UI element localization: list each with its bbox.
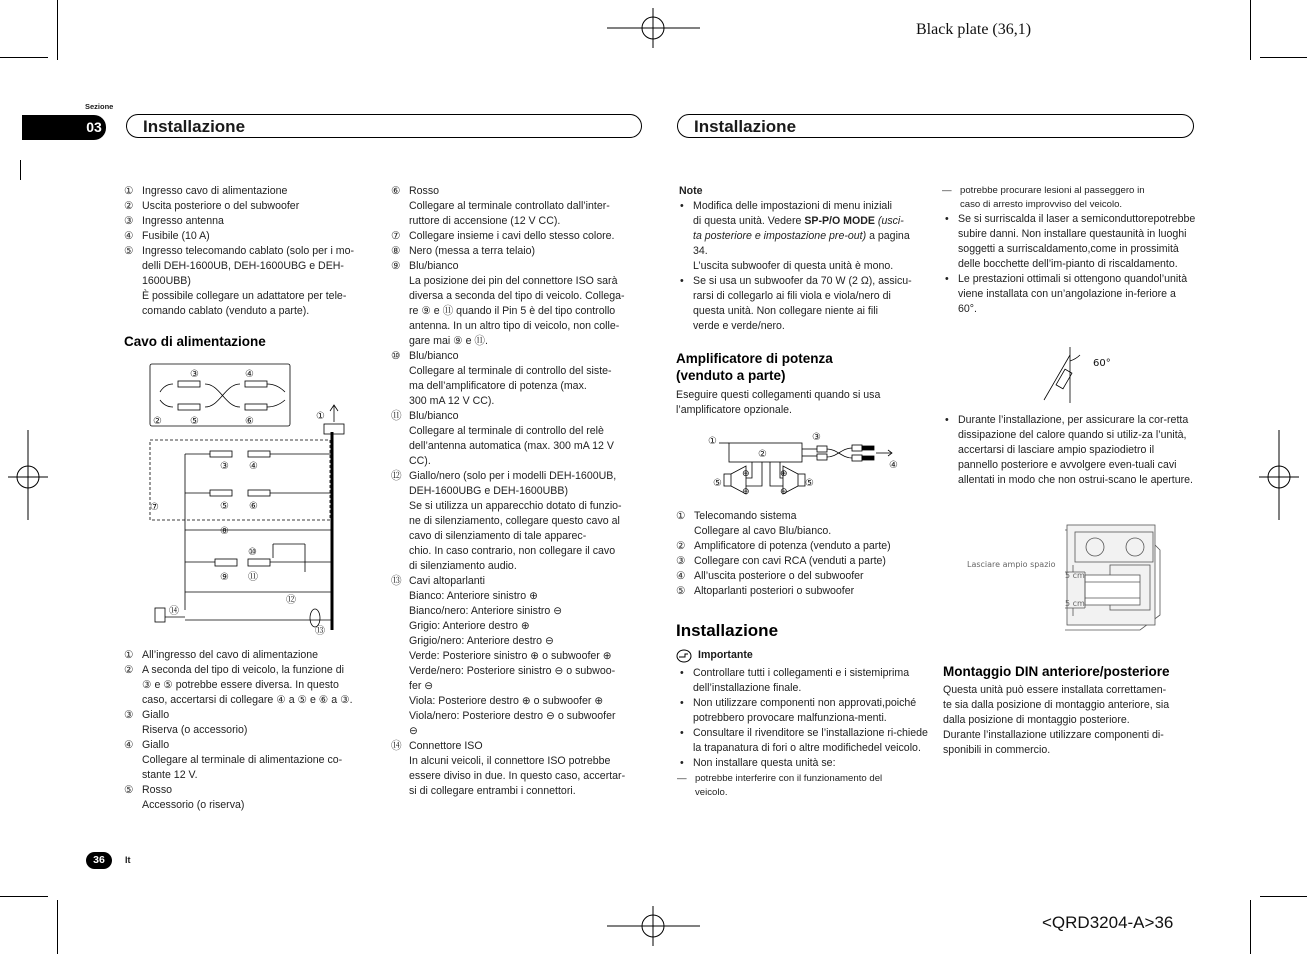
bullet-line: Non utilizzare componenti non approvati,: [693, 697, 885, 709]
rca-connector-icon: [160, 381, 200, 392]
unit-icon: [1056, 369, 1072, 389]
callout: ⑤: [220, 501, 229, 512]
heading-installation: Installazione: [676, 621, 779, 640]
numbered-item: [124, 184, 379, 199]
bullet-item: [677, 726, 929, 756]
bullet-line: Le prestazioni ottimali si ottengono quando: [958, 273, 1160, 285]
minus-icon: ⊖: [780, 487, 788, 497]
bullet-line: Se si surriscalda il laser a semiconduttore: [958, 213, 1154, 225]
item-number: ④: [676, 570, 686, 582]
item-line: dell’antenna automatica (max. 300 mA 12 V: [409, 440, 614, 452]
text-line: dalla posizione di montaggio posteriore.: [943, 714, 1130, 726]
callout: ⑩: [248, 547, 257, 558]
column-3: [677, 184, 927, 334]
item-line: Giallo: [142, 709, 170, 721]
numbered-item: [124, 708, 379, 738]
minus-icon: ⊖: [742, 487, 750, 497]
callout: ④: [889, 460, 898, 471]
section-number: 03: [86, 119, 102, 135]
item-line: In alcuni veicoli, il connettore ISO potrebbe: [409, 755, 611, 767]
callout: ④: [249, 461, 258, 472]
callout: ⑬: [315, 626, 325, 637]
item-number: ⑩: [391, 350, 401, 362]
item-line: Accessorio (o riserva): [142, 799, 245, 811]
item-number: ⑪: [391, 410, 402, 422]
item-line: 300 mA 12 V CC).: [409, 395, 495, 407]
numbered-item: [391, 229, 649, 244]
item-number: ⑧: [391, 245, 401, 257]
item-line: A seconda del tipo di veicolo, la funzione di: [142, 664, 345, 676]
item-line: chio. In caso contrario, non collegare il cavo: [409, 545, 616, 557]
item-line: Viola: Posteriore destro ⊕ o subwoofer ⊕: [409, 695, 604, 707]
item-line: fer ⊖: [409, 680, 434, 692]
bullet-item: [942, 413, 1197, 488]
item-line: Giallo: [142, 739, 170, 751]
important-hand-icon: [676, 649, 692, 663]
cm-label-bottom: 5 cm: [1065, 599, 1085, 608]
item-number: ④: [124, 739, 134, 751]
column-4: [942, 184, 1197, 317]
item-line: Viola/nero: Posteriore destro ⊖ o subwoofer: [409, 710, 616, 722]
item-line: Collegare insieme i cavi dello stesso colore.: [409, 230, 615, 242]
item-line: Collegare al terminale di alimentazione co-: [142, 754, 343, 766]
item-line: Uscita posteriore o del subwoofer: [142, 200, 300, 212]
numbered-item: [676, 539, 931, 554]
space-label: Lasciare ampio spazio: [967, 560, 1056, 569]
item-line: All’uscita posteriore o del subwoofer: [694, 570, 864, 582]
numbered-item: [124, 229, 379, 244]
amp-legend: [676, 509, 931, 599]
note-item: • Modifica delle impostazioni di menu iniziali di questa unità. Vedere SP-P/O MODE (usci- ta posteriore e impostazione pre-out) a pagina 34. L’uscita subwoofer di questa unità è mono.: [677, 199, 927, 274]
numbered-item: [391, 184, 649, 229]
column-2: [391, 184, 649, 799]
callout: ⑥: [245, 416, 254, 427]
item-line: Verde: Posteriore sinistro ⊕ o subwoofer ⊕: [409, 650, 612, 662]
numbered-item: [124, 199, 379, 214]
item-line: antenna. In un altro tipo di veicolo, non colle-: [409, 320, 620, 332]
callout: ⑥: [249, 501, 258, 512]
callout: ⑤: [713, 478, 722, 489]
numbered-item: [391, 259, 649, 349]
item-line: Bianco/nero: Anteriore sinistro ⊖: [409, 605, 563, 617]
mounting-space-diagram: [965, 520, 1165, 635]
numbered-item: [676, 569, 931, 584]
section-label: Sezione: [85, 102, 114, 111]
item-line: ma dell’amplificatore di potenza (max.: [409, 380, 587, 392]
item-line: ③ e ⑤ potrebbe essere diversa. In questo: [142, 679, 339, 691]
item-line: Connettore ISO: [409, 740, 483, 752]
bullet-line: tuali cavi allentati in modo che non ostrui-: [958, 459, 1177, 486]
callout: ⑭: [169, 606, 179, 617]
item-number: ⑤: [676, 585, 686, 597]
item-line: essere diviso in due. In questo caso, accertar-: [409, 770, 626, 782]
text-line: Durante l’installazione utilizzare componenti di-: [943, 729, 1164, 741]
bullet-line: poiché potrebbero provocare malfunziona-: [693, 697, 917, 724]
item-line: stante 12 V.: [142, 769, 198, 781]
bullet-line: questa unità. Non collegare niente ai fili: [693, 305, 878, 317]
numbered-item: [391, 574, 649, 739]
item-number: ①: [124, 649, 134, 661]
item-line: Fusibile (10 A): [142, 230, 210, 242]
callout: ③: [220, 461, 229, 472]
numbered-item: [124, 738, 379, 783]
item-number: ④: [124, 230, 134, 242]
callout: ⑦: [150, 502, 159, 513]
item-number: ⑬: [391, 575, 402, 587]
item-line: Se si utilizza un apparecchio dotato di funzio-: [409, 500, 622, 512]
item-number: ⑤: [124, 245, 134, 257]
item-line: si di collegare entrambi i connettori.: [409, 785, 576, 797]
item-line: ruttore di accensione (12 V CC).: [409, 215, 561, 227]
item-number: ②: [124, 200, 134, 212]
item-line: ⊖: [409, 725, 418, 737]
item-line: Telecomando sistema: [694, 510, 797, 522]
bullet-item: [677, 756, 929, 771]
item-number: ③: [124, 215, 134, 227]
note-item: [677, 274, 927, 334]
bullet-line: Non installare questa unità se:: [693, 757, 836, 769]
text-line: sponibili in commercio.: [943, 744, 1051, 756]
callout: ⑫: [286, 595, 296, 606]
numbered-item: [124, 214, 379, 229]
item-line: Blu/bianco: [409, 350, 459, 362]
item-line: Verde/nero: Posteriore sinistro ⊖ o subwoo-: [409, 665, 616, 677]
heading-din-mounting: Montaggio DIN anteriore/posteriore: [943, 664, 1170, 679]
bullet-line: pianto di riscaldamento.: [1065, 258, 1178, 270]
callout: ⑤: [190, 416, 199, 427]
item-number: ①: [676, 510, 686, 522]
bullet-line: come in prossimità delle bocchette dell’im-: [958, 243, 1179, 270]
numbered-list: [676, 509, 931, 599]
item-number: ⑭: [391, 740, 402, 752]
item-line: comando cablato (venduto a parte).: [142, 305, 310, 317]
item-line: Blu/bianco: [409, 410, 459, 422]
numbered-item: [391, 469, 649, 574]
bullet-line: retta dissipazione del calore quando si utiliz-: [958, 414, 1189, 441]
callout: ⑤: [805, 478, 814, 489]
din-text: [943, 683, 1198, 758]
dash-item: — potrebbe procurare lesioni al passeggero in caso di arresto improvviso del veicolo.: [942, 184, 1197, 212]
item-line: Amplificatore di potenza (venduto a parte): [694, 540, 891, 552]
bullet-line: l’unità viene installata con un’angolazione in-: [958, 273, 1188, 300]
ventilation-notes: [942, 413, 1197, 488]
bullet-line: del veicolo.: [867, 742, 921, 754]
bullet-line: unità in luoghi soggetti a surriscaldamento,: [958, 228, 1187, 255]
numbered-item: [124, 648, 379, 663]
power-cable-diagram: [145, 362, 375, 642]
bullet-item: [942, 272, 1197, 317]
item-line: Grigio: Anteriore destro ⊕: [409, 620, 530, 632]
item-line: delli DEH-1600UB, DEH-1600UBG e DEH-: [142, 260, 344, 272]
numbered-list: [391, 184, 649, 799]
callout: ①: [708, 436, 717, 447]
item-line: È possibile collegare un adattatore per tele-: [142, 290, 347, 302]
bullet-line: • Se si usa un subwoofer da 70 W (2 Ω), assicu-: [693, 275, 912, 287]
item-line: gare mai ⑨ e ⑪.: [409, 335, 488, 347]
rca-connector-icon: [245, 381, 285, 392]
item-number: ⑫: [391, 470, 402, 482]
item-line: Collegare al cavo Blu/bianco.: [694, 525, 832, 537]
heading-amplifier: Amplificatore di potenza (venduto a parte): [676, 351, 833, 383]
bullet-line: prima dell’installazione finale.: [693, 667, 910, 694]
item-line: Blu/bianco: [409, 260, 459, 272]
item-line: cavo di silenziamento di tale apparec-: [409, 530, 587, 542]
item-number: ③: [124, 709, 134, 721]
dash-item: — potrebbe interferire con il funzionamento del veicolo.: [677, 772, 929, 800]
plate-label: Black plate (36,1): [916, 21, 1032, 38]
amp-intro: Eseguire questi collegamenti quando si usa l’amplificatore opzionale.: [676, 389, 881, 416]
bullet-line: chiede la trapanatura di fori o altre modifiche: [693, 727, 928, 754]
numbered-item: [391, 409, 649, 469]
callout: ②: [153, 416, 162, 427]
item-line: Riserva (o accessorio): [142, 724, 248, 736]
callout: ③: [812, 432, 821, 443]
amplifier-diagram: [702, 428, 912, 500]
callout: ①: [316, 411, 325, 422]
bullet-line: Durante l’installazione, per assicurare la cor-: [958, 414, 1168, 426]
item-line: Ingresso antenna: [142, 215, 224, 227]
callout: ②: [758, 449, 767, 460]
callout: ④: [245, 369, 254, 380]
angle-label: 60°: [1093, 358, 1111, 369]
item-number: ①: [124, 185, 134, 197]
bullet-item: [942, 212, 1197, 272]
bullet-line: Controllare tutti i collegamenti e i sistemi: [693, 667, 883, 679]
page-language: It: [125, 855, 131, 865]
callout: ③: [190, 369, 199, 380]
item-line: Rosso: [409, 185, 440, 197]
bullet-line: menti.: [857, 712, 887, 724]
item-line: 1600UBB): [142, 275, 191, 287]
item-line: Collegare con cavi RCA (venduti a parte): [694, 555, 886, 567]
page-number: 36: [86, 852, 112, 869]
rca-connector-icon: [245, 400, 285, 410]
text-line: Questa unità può essere installata correttamen-: [943, 684, 1167, 696]
item-line: Collegare al terminale controllato dall’inter-: [409, 200, 610, 212]
item-line: Nero (messa a terra telaio): [409, 245, 535, 257]
angle-diagram: [1040, 345, 1120, 405]
numbered-item: [391, 739, 649, 799]
bullet-line: scano le aperture.: [1108, 474, 1193, 486]
rca-connector-icon: [160, 400, 200, 410]
item-number: ⑦: [391, 230, 401, 242]
item-number: ②: [676, 540, 686, 552]
bullet-line: dietro il pannello posteriore e avvolgere even-: [958, 444, 1155, 471]
bullet-line: za l’unità, accertarsi di lasciare ampio spazio: [958, 429, 1187, 456]
item-line: Altoparlanti posteriori o subwoofer: [694, 585, 855, 597]
numbered-item: [676, 509, 931, 539]
bullet-line: rarsi di collegarlo ai fili viola e viola/nero di: [693, 290, 891, 302]
plus-icon: ⊕: [742, 469, 750, 479]
item-line: re ⑨ e ⑪ quando il Pin 5 è del tipo controllo: [409, 305, 616, 317]
numbered-list: [124, 648, 379, 813]
note-title: Note: [679, 185, 703, 197]
bullet-line: potrebbe subire danni. Non installare questa: [958, 213, 1196, 240]
important-list: [677, 666, 929, 800]
item-line: DEH-1600UBG e DEH-1600UBB): [409, 485, 568, 497]
item-number: ⑤: [124, 784, 134, 796]
numbered-item: [391, 244, 649, 259]
item-line: di silenziamento audio.: [409, 560, 517, 572]
item-line: caso, accertarsi di collegare ④ a ⑤ e ⑥ a ③.: [142, 694, 353, 706]
numbered-item: [124, 663, 379, 708]
cm-label-top: 5 cm: [1065, 571, 1085, 580]
bullet-line: verde e verde/nero.: [693, 320, 785, 332]
document-code: <QRD3204-A>36: [1042, 913, 1174, 932]
plus-icon: ⊕: [780, 469, 788, 479]
item-line: ne di silenziamento, collegare questo cavo al: [409, 515, 620, 527]
item-line: Bianco: Anteriore sinistro ⊕: [409, 590, 538, 602]
heading-power-cable: Cavo di alimentazione: [124, 334, 266, 349]
item-line: Ingresso telecomando cablato (solo per i mo-: [142, 245, 354, 257]
bullet-line: feriore a 60°.: [958, 288, 1176, 315]
numbered-item: [676, 554, 931, 569]
page-title-left: Installazione: [126, 114, 642, 138]
item-line: Giallo/nero (solo per i modelli DEH-1600UB,: [409, 470, 617, 482]
column-1-bottom: [124, 648, 379, 813]
item-number: ③: [676, 555, 686, 567]
numbered-item: [124, 244, 379, 319]
callout: ⑨: [220, 572, 229, 583]
bullet-item: [677, 696, 929, 726]
column-1: [124, 184, 379, 319]
item-number: ⑥: [391, 185, 401, 197]
numbered-item: [391, 349, 649, 409]
important-title: Importante: [698, 649, 753, 661]
page-title-right: Installazione: [677, 114, 1194, 138]
bullet-item: [677, 666, 929, 696]
item-line: Cavi altoparlanti: [409, 575, 485, 587]
item-line: Ingresso cavo di alimentazione: [142, 185, 288, 197]
numbered-item: [124, 783, 379, 813]
numbered-list: [124, 184, 379, 319]
item-line: Grigio/nero: Anteriore destro ⊖: [409, 635, 554, 647]
bullet-line: Consultare il rivenditore se l’installazione ri-: [693, 727, 897, 739]
item-line: Collegare al terminale di controllo del siste-: [409, 365, 612, 377]
item-line: All’ingresso del cavo di alimentazione: [142, 649, 319, 661]
item-line: diversa a seconda del tipo di veicolo. Collega-: [409, 290, 625, 302]
diagram-callouts: [150, 369, 325, 637]
item-line: CC).: [409, 455, 431, 467]
item-number: ⑨: [391, 260, 401, 272]
item-line: La posizione dei pin del connettore ISO sarà: [409, 275, 618, 287]
item-number: ②: [124, 664, 134, 676]
callout: ⑧: [220, 526, 229, 537]
item-line: Collegare al terminale di controllo del relè: [409, 425, 604, 437]
text-line: te sia dalla posizione di montaggio anteriore, sia: [943, 699, 1170, 711]
callout: ⑪: [248, 572, 258, 583]
item-line: Rosso: [142, 784, 173, 796]
numbered-item: [676, 584, 931, 599]
